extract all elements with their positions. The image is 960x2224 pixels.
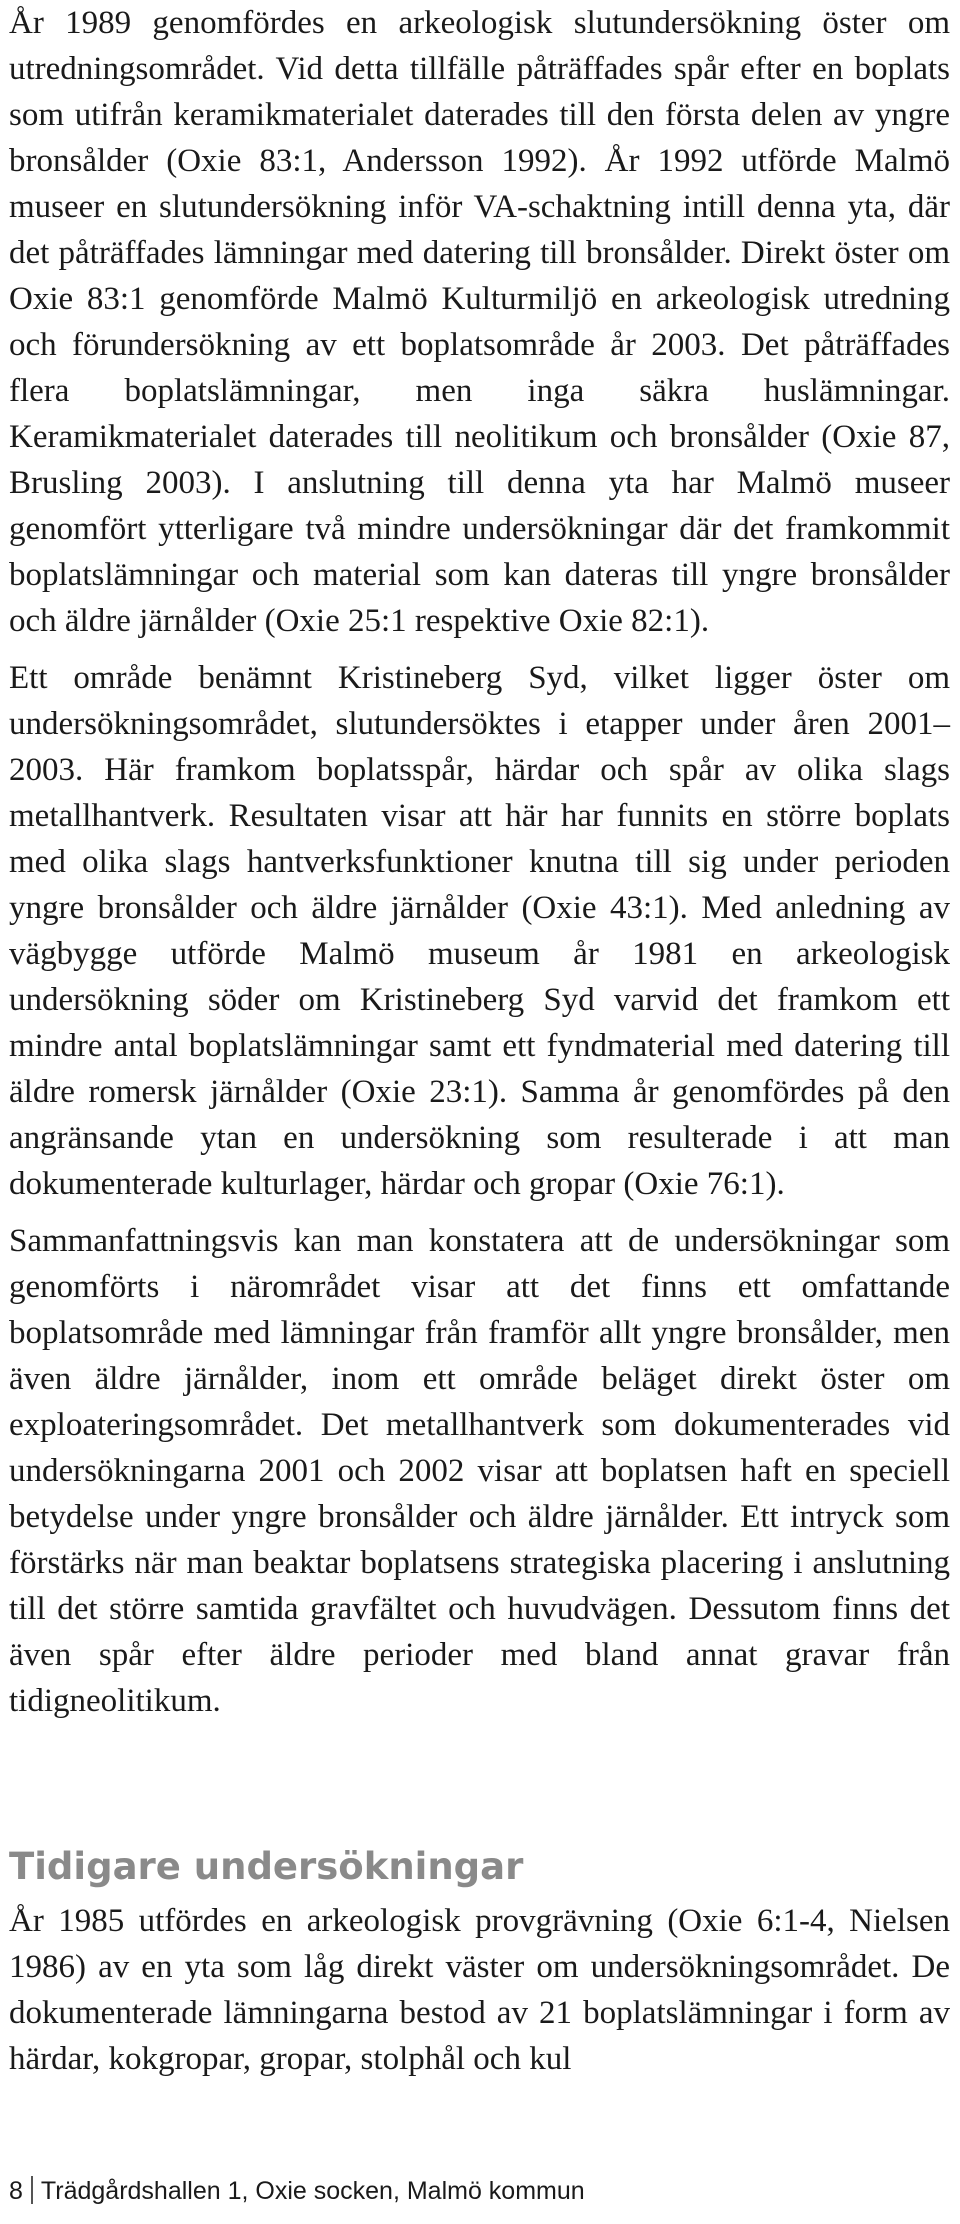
paragraph-summary: Sammanfattningsvis kan man konstatera att de undersökningar som genomförts i närområdet visar att det finns ett omfattande boplatsområde med lämningar från framför allt yngre bronsålder, men även äldre järnålder, inom ett område beläget direkt öster om exploateringsområdet. Det metallhantverk som dokumenterades vid undersökningarna 2001 och 2002 visar att boplatsen haft en speciell betydelse under yngre bronsålder och äldre järnålder. Ett intryck som förstärks när man beaktar boplatsens strategiska placering i anslutning till det större samtida gravfältet och huvudvägen. Dessutom finns det även spår efter äldre perioder med bland annat gravar från tidigneolitikum. [9,1223,950,1719]
body-text-upper [9,0,950,1724]
footer-title: Trädgårdshallen 1, Oxie socken, Malmö kommun [40,2177,585,2205]
body-text-lower [9,1898,950,2082]
paragraph-kristineberg-syd: Ett område benämnt Kristineberg Syd, vilket ligger öster om undersökningsområdet, slutundersöktes i etapper under åren 2001–2003. Här framkom boplatsspår, härdar och spår av olika slags metallhantverk. Resultaten visar att här har funnits en större boplats med olika slags hantverksfunktioner knutna till sig under perioden yngre bronsålder och äldre järnålder (Oxie 43:1). Med anledning av vägbygge utförde Malmö museum år 1981 en arkeologisk undersökning söder om Kristineberg Syd varvid det framkom ett mindre antal boplatslämningar samt ett fyndmaterial med datering till äldre romersk järnålder (Oxie 23:1). Samma år genomfördes på den angränsande ytan en undersökning som resulterade i att man dokumenterade kulturlager, härdar och gropar (Oxie 76:1). [9,660,950,1202]
paragraph-earlier-excavations: År 1989 genomfördes en arkeologisk slutundersökning öster om utredningsområdet. Vid detta tillfälle påträffades spår efter en boplats som utifrån keramikmaterialet daterades till den första delen av yngre bronsålder (Oxie 83:1, Andersson 1992). År 1992 utförde Malmö museer en slutundersökning inför VA-schaktning intill denna yta, där det påträffades lämningar med datering till bronsålder. Direkt öster om Oxie 83:1 genomförde Malmö Kulturmiljö en arkeologisk utredning och förundersökning av ett boplatsområde år 2003. Det påträffades flera boplatslämningar, men inga säkra huslämningar. Keramikmaterialet daterades till neolitikum och bronsålder (Oxie 87, Brusling 2003). I anslutning till denna yta har Malmö museer genomfört ytterligare två mindre undersökningar där det framkommit boplatslämningar och material som kan dateras till yngre bronsålder och äldre järnålder (Oxie 25:1 respektive Oxie 82:1). [9,5,950,639]
section-heading: Tidigare undersökningar [9,1845,524,1888]
footer-separator [31,2176,33,2204]
page-number: 8 [9,2177,23,2205]
paragraph-test-excavation-1985: År 1985 utfördes en arkeologisk provgrävning (Oxie 6:1-4, Nielsen 1986) av en yta som låg direkt väster om undersökningsområdet. De dokumenterade lämningarna bestod av 21 boplatslämningar i form av härdar, kokgropar, gropar, stolphål och kul [9,1903,950,2077]
page-footer [9,2175,585,2207]
